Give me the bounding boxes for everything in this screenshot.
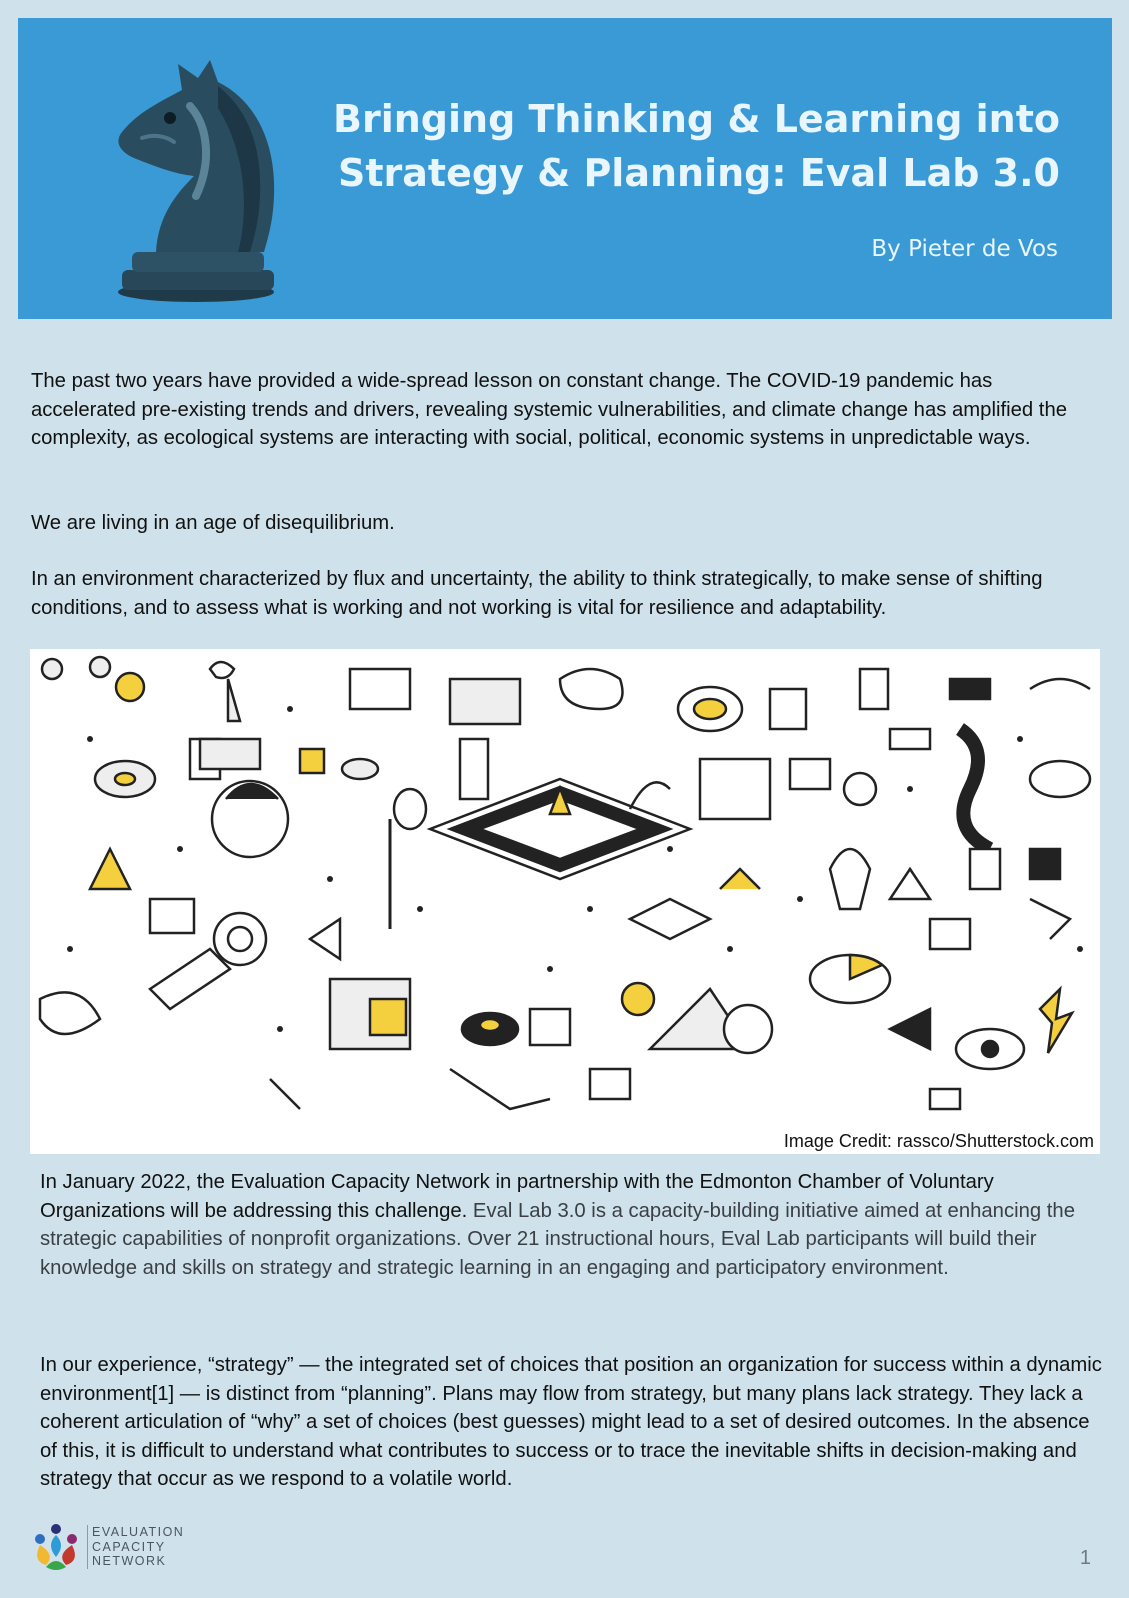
author-byline: By Pieter de Vos <box>871 236 1058 262</box>
body-paragraph-2: In our experience, “strategy” — the integrated set of choices that position an organization for success within a dynamic environment[1] — is distinct from “planning”. Plans may flow from strategy, but many plans lack strategy. They lack a coherent articulation of “why” a set of choices (best guesses) might lead to a set of desired outcomes. In the absence of this, it is difficult to understand what contributes to success or to trace the inevitable shifts in decision-making and strategy that occur as we respond to a volatile world. <box>40 1354 1102 1490</box>
body-paragraph-1-continuation: Eval Lab 3.0 is a capacity-building initiative aimed at enhancing the strategic capabilities of nonprofit organizations. Over 21 instructional hours, Eval Lab participants will build their knowledge and skills on strategy and strategic learning in an engaging and participatory environment. <box>40 1199 1075 1279</box>
header-banner <box>18 18 1112 319</box>
intro-paragraph-2: We are living in an age of disequilibrium. <box>31 512 395 534</box>
title-line-2: Strategy & Planning: Eval Lab 3.0 <box>338 151 1060 195</box>
illustration-figure <box>30 649 1100 1154</box>
page-number: 1 <box>1079 1547 1091 1569</box>
intro-paragraph-3: In an environment characterized by flux and uncertainty, the ability to think strategically, to make sense of shifting conditions, and to assess what is working and not working is vital for resilience and adaptability. <box>31 568 1043 619</box>
logo-line-1: EVALUATION <box>92 1525 185 1539</box>
intro-paragraph-1: The past two years have provided a wide-spread lesson on constant change. The COVID-19 pandemic has accelerated pre-existing trends and drivers, revealing systemic vulnerabilities, and climate change has amplified the complexity, as ecological systems are interacting with social, political, economic systems in unpredictable ways. <box>31 370 1067 449</box>
logo-line-3: NETWORK <box>92 1554 167 1568</box>
isometric-strategy-illustration <box>30 649 1100 1127</box>
chess-knight-icon <box>98 46 288 306</box>
body-paragraph-1-lead: In January 2022, the Evaluation Capacity Network in partnership with the Edmonton Chamber of Voluntary Organizations will be addressing this challenge. <box>40 1171 994 1222</box>
ecn-logo-mark-icon <box>30 1523 82 1571</box>
title-line-1: Bringing Thinking & Learning into <box>333 97 1060 141</box>
page-title <box>300 92 1060 200</box>
image-credit: Image Credit: rassco/Shutterstock.com <box>783 1131 1094 1151</box>
logo-wordmark <box>92 1525 184 1569</box>
ecn-logo <box>30 1523 210 1571</box>
logo-divider <box>87 1525 88 1569</box>
body-paragraph-1 <box>40 1168 1105 1282</box>
logo-line-2: CAPACITY <box>92 1539 166 1554</box>
